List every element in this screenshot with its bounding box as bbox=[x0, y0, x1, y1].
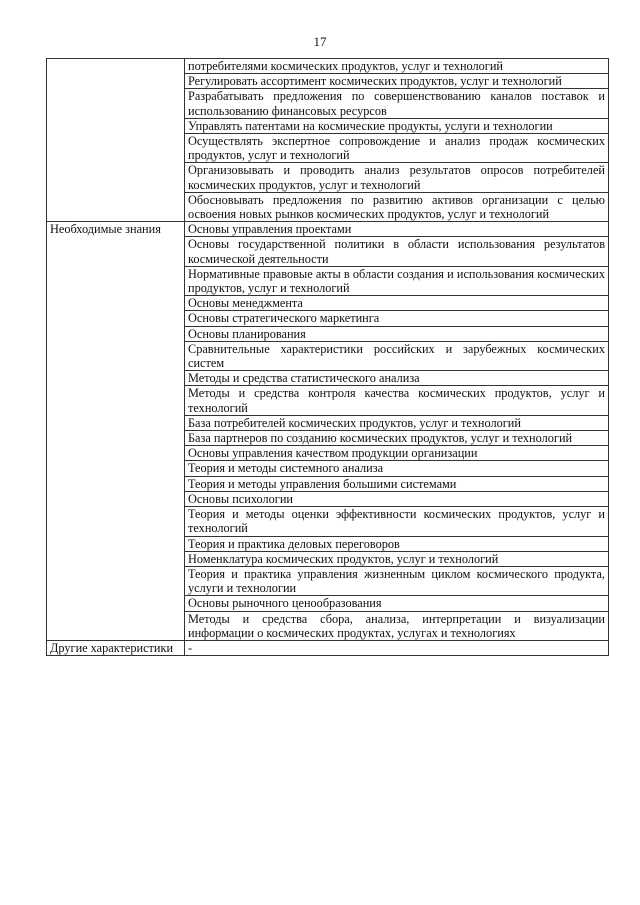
section-item: Основы психологии bbox=[185, 491, 609, 506]
section-item: Разрабатывать предложения по совершенствованию каналов поставок и использованию финансовых ресурсов bbox=[185, 89, 609, 118]
section-item: Управлять патентами на космические продукты, услуги и технологии bbox=[185, 118, 609, 133]
section-item: Номенклатура космических продуктов, услуг и технологий bbox=[185, 551, 609, 566]
section-item: Обосновывать предложения по развитию активов организации с целью освоения новых рынков космических продуктов, услуг и технологий bbox=[185, 192, 609, 221]
section-item: Основы планирования bbox=[185, 326, 609, 341]
section-item: Осуществлять экспертное сопровождение и анализ продаж космических продуктов, услуг и технологий bbox=[185, 134, 609, 163]
section-item: Теория и методы оценки эффективности космических продуктов, услуг и технологий bbox=[185, 507, 609, 536]
section-item: Основы государственной политики в области использования результатов космической деятельности bbox=[185, 237, 609, 266]
section-item: Теория и практика деловых переговоров bbox=[185, 536, 609, 551]
requirements-table-body bbox=[47, 59, 609, 656]
section-item: Основы менеджмента bbox=[185, 296, 609, 311]
section-item: Основы управления проектами bbox=[185, 222, 609, 237]
section-item: Сравнительные характеристики российских и зарубежных космических систем bbox=[185, 341, 609, 370]
section-label: Необходимые знания bbox=[47, 222, 185, 641]
section-item: Методы и средства контроля качества космических продуктов, услуг и технологий bbox=[185, 386, 609, 415]
section-item: Методы и средства статистического анализа bbox=[185, 371, 609, 386]
section-item: Основы рыночного ценообразования bbox=[185, 596, 609, 611]
section-item: Основы управления качеством продукции организации bbox=[185, 446, 609, 461]
table-row bbox=[47, 59, 609, 74]
section-item: Методы и средства сбора, анализа, интерпретации и визуализации информации о космических продуктах, услугах и технологиях bbox=[185, 611, 609, 640]
section-item: Теория и практика управления жизненным циклом космического продукта, услуги и технологии bbox=[185, 566, 609, 595]
section-item: - bbox=[185, 640, 609, 655]
section-item: База потребителей космических продуктов, услуг и технологий bbox=[185, 415, 609, 430]
section-item: Теория и методы системного анализа bbox=[185, 461, 609, 476]
section-item: Организовывать и проводить анализ результатов опросов потребителей космических продуктов, услуг и технологий bbox=[185, 163, 609, 192]
requirements-table bbox=[46, 58, 609, 656]
table-row bbox=[47, 640, 609, 655]
section-item: Основы стратегического маркетинга bbox=[185, 311, 609, 326]
section-label bbox=[47, 59, 185, 222]
section-item: Нормативные правовые акты в области создания и использования космических продуктов, услуг и технологий bbox=[185, 266, 609, 295]
section-item: потребителями космических продуктов, услуг и технологий bbox=[185, 59, 609, 74]
section-item: Теория и методы управления большими системами bbox=[185, 476, 609, 491]
table-row bbox=[47, 222, 609, 237]
page-number: 17 bbox=[313, 34, 327, 49]
section-item: Регулировать ассортимент космических продуктов, услуг и технологий bbox=[185, 74, 609, 89]
section-label: Другие характеристики bbox=[47, 640, 185, 655]
section-item: База партнеров по созданию космических продуктов, услуг и технологий bbox=[185, 431, 609, 446]
